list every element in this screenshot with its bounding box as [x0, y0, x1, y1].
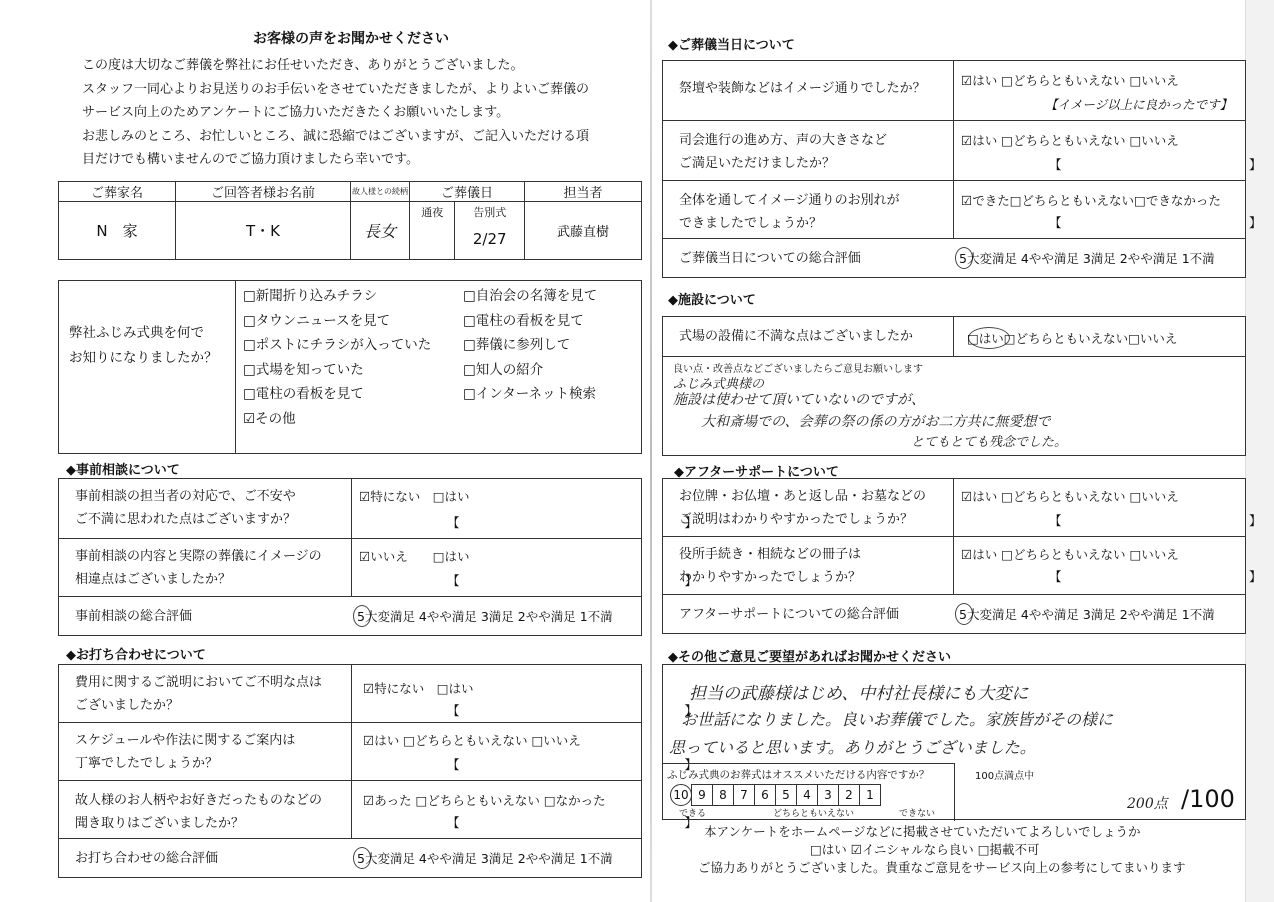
after-q1 — [679, 485, 926, 531]
kokubetsu-value: 2/27 — [472, 230, 507, 248]
score-scale — [671, 784, 881, 806]
intro-line: 目だけでも構いませんのでご協力頂けましたら幸いです。 — [82, 152, 419, 167]
pre-box — [58, 478, 698, 636]
source-option[interactable]: □新聞折り込みチラシ — [243, 288, 378, 304]
pre-row-1 — [59, 479, 698, 539]
source-option[interactable]: □インターネット検索 — [463, 386, 597, 403]
source-box — [58, 280, 642, 454]
day-box — [662, 60, 1262, 278]
meet-q4: お打ち合わせの総合評価 — [75, 851, 219, 866]
thanks-text: ご協力ありがとうございました。貴重なご意見をサービス向上の参考にしてまいります — [698, 860, 1186, 875]
header-relation: 故人様との続柄 — [351, 182, 410, 202]
pre-q1-options[interactable]: ☑特にない □はい — [359, 489, 470, 504]
bracket: 【 】 — [1049, 513, 1262, 528]
bracket: 【 】 — [447, 515, 698, 530]
day-heading: ◆ご葬儀当日について — [668, 38, 795, 53]
after-q1-options[interactable]: ☑はい □どちらともいえない □いいえ — [961, 489, 1179, 504]
after-q2 — [679, 543, 861, 589]
after-q3: アフターサポートについての総合評価 — [679, 607, 899, 622]
question-line: 役所手続き・相続などの冊子は — [679, 547, 862, 562]
pre-q3-options[interactable]: 5大変満足 4やや満足 3満足 2やや満足 1不満 — [357, 609, 613, 624]
publish-options[interactable]: □はい ☑イニシャルなら良い □掲載不可 — [810, 842, 1040, 857]
day-q2-options[interactable]: ☑はい □どちらともいえない □いいえ — [961, 133, 1179, 148]
intro-line: お悲しみのところ、お忙しいところ、誠に恐縮ではございますが、ご記入いただける項 — [82, 128, 590, 144]
comment-line: お世話になりました。良いお葬儀でした。家族皆がその様に — [681, 710, 1114, 729]
question-line: 全体を通してイメージ通りのお別れが — [679, 193, 900, 208]
scale-right: できない — [899, 809, 936, 819]
meet-q4-options[interactable]: 5大変満足 4やや満足 3満足 2やや満足 1不満 — [357, 851, 613, 866]
kokubetsu-cell — [455, 202, 525, 260]
score-cell[interactable]: 6 — [754, 784, 776, 806]
tsuya-cell — [410, 202, 455, 260]
question-line: お位牌・お仏壇・あと返し品・お墓などの — [679, 489, 927, 504]
source-option[interactable]: □電柱の看板を見て — [243, 386, 364, 403]
day-row-1 — [663, 61, 1245, 121]
family-name: N 家 — [59, 202, 176, 260]
divider — [235, 281, 236, 453]
after-row-2 — [663, 537, 1262, 595]
comment-line: 担当の武藤様はじめ、中村社長様にも大変に — [689, 684, 1029, 704]
score-cell[interactable]: 1 — [859, 784, 881, 806]
question-line: 相違点はございましたか？ — [75, 572, 232, 587]
pre-row-2 — [59, 539, 698, 597]
meet-heading: ◆お打ち合わせについて — [66, 648, 206, 663]
full-score-label: 100点満点中 — [975, 771, 1035, 782]
score-cell[interactable]: 9 — [691, 784, 713, 806]
source-option[interactable]: □ポストにチラシが入っていた — [243, 337, 432, 354]
bracket: 【 】 — [447, 815, 698, 830]
bracket: 【 】 — [1049, 569, 1262, 584]
question-line: できましたでしょうか？ — [679, 216, 823, 231]
day-row-2 — [663, 121, 1262, 181]
intro-line: この度は大切なご葬儀を弊社にお任せいただき、ありがとうございました。 — [82, 58, 524, 73]
meet-q2-options[interactable]: ☑はい □どちらともいえない □いいえ — [363, 733, 581, 748]
source-options-col2 — [463, 284, 597, 407]
after-q2-options[interactable]: ☑はい □どちらともいえない □いいえ — [961, 547, 1179, 562]
source-option[interactable]: □電柱の看板を見て — [463, 312, 584, 329]
question-line: 聞き取りはございましたか？ — [75, 816, 245, 831]
question-line: お知りになりましたか？ — [69, 350, 218, 366]
meet-q1-options[interactable]: ☑特にない □はい — [363, 681, 474, 696]
scale-left: できる — [679, 809, 707, 819]
source-option[interactable]: □タウンニュースを見て — [243, 312, 391, 329]
header-date: ご葬儀日 — [410, 182, 525, 202]
source-question — [69, 321, 218, 371]
meet-q1 — [75, 671, 322, 717]
question-line: ご満足いただけましたか？ — [679, 156, 836, 171]
question-line: スケジュールや作法に関するご案内は — [75, 733, 296, 748]
meet-q3 — [75, 789, 322, 835]
recommend-panel — [663, 763, 955, 821]
facility-row-1 — [663, 317, 1245, 357]
facility-q1-options[interactable]: □はい□どちらともいえない□いいえ — [967, 331, 1178, 346]
score-cell[interactable]: 8 — [712, 784, 734, 806]
bracket: 【 】 — [447, 757, 698, 772]
question-line: 故人様のお人柄やお好きだったものなどの — [75, 793, 323, 808]
question-line: わかりやすかったでしょうか？ — [679, 570, 862, 585]
question-line: 費用に関するご説明においてご不明な点は — [75, 675, 323, 690]
day-q3 — [679, 189, 900, 235]
divider — [953, 317, 954, 357]
bracket: 【 】 — [447, 573, 698, 588]
after-row-1 — [663, 479, 1262, 537]
after-row-3 — [663, 595, 1245, 635]
after-heading: ◆アフターサポートについて — [674, 465, 839, 480]
after-q3-options[interactable]: 5大変満足 4やや満足 3満足 2やや満足 1不満 — [959, 607, 1215, 622]
right-page — [660, 0, 1262, 902]
score-cell[interactable]: 3 — [817, 784, 839, 806]
tsuya-label: 通夜 — [421, 206, 444, 219]
survey-title: お客様の声をお聞かせください — [253, 31, 449, 47]
meet-row-1 — [59, 665, 698, 723]
facility-note-line: ふじみ式典様の — [673, 377, 765, 392]
source-option[interactable]: □葬儀に参列して — [463, 337, 571, 354]
comment-line: 思っていると思います。ありがとうございました。 — [669, 738, 1036, 757]
other-heading: ◆その他ご意見ご要望があればお聞かせください — [668, 650, 951, 665]
source-option[interactable]: □式場を知っていた — [243, 361, 364, 378]
score-cell[interactable]: 10 — [670, 784, 692, 806]
intro-line: サービス向上のためアンケートにご協力いただきたくお願いいたします。 — [82, 105, 510, 120]
facility-note-label: 良い点・改善点などございましたらご意見お願いします — [673, 364, 923, 375]
facility-box — [662, 316, 1246, 456]
question-line: ご説明はわかりやすかったでしょうか？ — [679, 512, 914, 527]
bracket: 【 】 — [1049, 157, 1262, 172]
source-option[interactable]: □知人の紹介 — [463, 361, 544, 378]
respondent-name: T・K — [176, 202, 351, 260]
facility-q1: 式場の設備に不満な点はございましたか — [679, 329, 914, 344]
header-staff: 担当者 — [525, 182, 642, 202]
meet-q2 — [75, 729, 295, 775]
scale-mid: どちらともいえない — [773, 809, 855, 819]
question-line: 丁寧でしたでしょうか？ — [75, 756, 219, 771]
pre-q1 — [75, 485, 296, 531]
recommend-question: ふじみ式典のお葬式はオススメいただける内容ですか？ — [667, 769, 930, 781]
source-options-col1 — [243, 284, 431, 432]
staff-name: 武藤直樹 — [525, 202, 642, 260]
day-q3-options[interactable]: ☑できた□どちらともいえない□できなかった — [961, 193, 1221, 208]
day-q4-options[interactable]: 5大変満足 4やや満足 3満足 2やや満足 1不満 — [959, 251, 1215, 266]
header-family: ご葬家名 — [59, 182, 176, 202]
facility-heading: ◆施設について — [668, 293, 756, 308]
day-row-4 — [663, 239, 1245, 279]
day-row-3 — [663, 181, 1262, 239]
publish-question: 本アンケートをホームページなどに掲載させていただいてよろしいでしょうか — [704, 824, 1141, 839]
after-box — [662, 478, 1262, 634]
info-table — [58, 181, 642, 260]
score-cell[interactable]: 2 — [838, 784, 860, 806]
question-line: 事前相談の担当者の対応で、ご不安や — [75, 489, 296, 504]
other-box — [662, 664, 1246, 820]
pre-heading: ◆事前相談について — [66, 463, 180, 478]
header-respondent: ご回答者様お名前 — [176, 182, 351, 202]
source-option[interactable]: ☑その他 — [243, 410, 296, 427]
question-line: 事前相談の内容と実際の葬儀にイメージの — [75, 549, 322, 564]
kokubetsu-label: 告別式 — [473, 206, 507, 219]
question-line: ご不満に思われた点はございますか？ — [75, 512, 297, 527]
score-max: /100 — [1181, 785, 1235, 813]
score-cell[interactable]: 4 — [796, 784, 818, 806]
meet-row-4 — [59, 839, 641, 879]
question-line: ございましたか？ — [75, 698, 180, 713]
day-q1-options[interactable]: ☑はい □どちらともいえない □いいえ — [961, 73, 1179, 88]
facility-note-line: 大和斎場での、会葬の祭の係の方がお二方共に無愛想で — [701, 414, 1051, 430]
meet-row-2 — [59, 723, 698, 781]
day-q4: ご葬儀当日についての総合評価 — [679, 251, 861, 266]
relation-value: 長女 — [351, 202, 410, 260]
meet-q3-options[interactable]: ☑あった □どちらともいえない □なかった — [363, 793, 606, 808]
pre-row-3 — [59, 597, 641, 637]
intro-line: スタッフ一同心よりお見送りのお手伝いをさせていただきましたが、よりよいご葬儀の — [82, 81, 590, 97]
bracket: 【 】 — [1049, 215, 1262, 230]
bracket: 【 】 — [447, 703, 698, 718]
page-edge — [1245, 0, 1274, 902]
question-line: 司会進行の進め方、声の大きさなど — [679, 133, 888, 148]
pre-q2 — [75, 545, 322, 591]
source-option[interactable]: □自治会の名簿を見て — [463, 288, 598, 304]
day-q2 — [679, 129, 887, 175]
day-q1-note: 【イメージ以上に良かったです】 — [1045, 97, 1233, 112]
intro-text — [82, 54, 638, 172]
day-q1: 祭壇や装飾などはイメージ通りでしたか？ — [679, 81, 926, 96]
question-line: 弊社ふじみ式典を何で — [69, 325, 204, 341]
facility-note-line: とてもとても残念でした。 — [911, 435, 1068, 450]
pre-q2-options[interactable]: ☑いいえ □はい — [359, 549, 470, 564]
score-cell[interactable]: 7 — [733, 784, 755, 806]
pre-q3: 事前相談の総合評価 — [75, 609, 193, 624]
score-written: 200点 — [1127, 796, 1168, 812]
facility-note-line: 施設は使わせて頂いていないのですが、 — [673, 392, 925, 408]
score-cell[interactable]: 5 — [775, 784, 797, 806]
